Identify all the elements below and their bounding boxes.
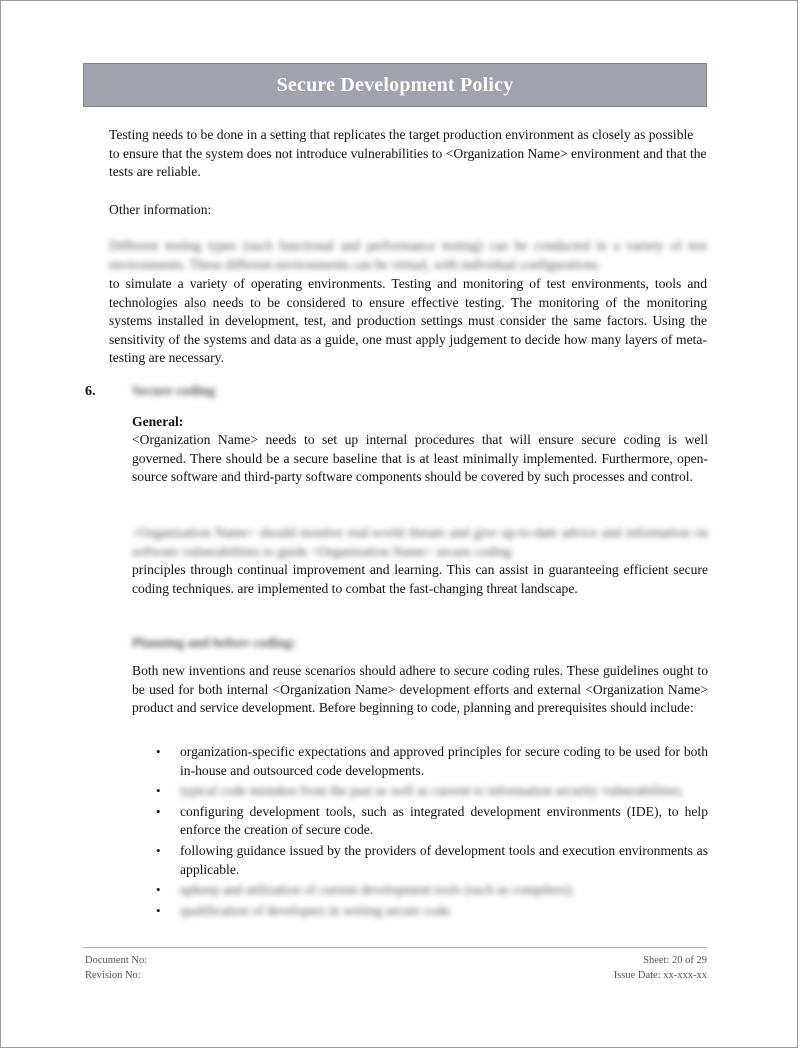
list-item-text: qualification of developers in writing secure code. [180, 902, 453, 918]
section-title: Secure coding [132, 384, 216, 399]
bullet-icon: • [156, 744, 161, 759]
section-number: 6. [85, 384, 96, 399]
monitor-blurred: <Organization Name> should monitor real-world threats and give up-to-date advice and information on software vulnerabilities to guide <Organization Name> secure coding [132, 525, 708, 559]
list-item-text: typical code mistakes from the past as well as current to information security vulnerabilities; [180, 783, 684, 799]
list-item-text: organization-specific expectations and approved principles for secure coding to be used for both in-house and outsourced code developments. [180, 744, 708, 778]
revision-number: Revision No: [85, 970, 141, 981]
page-title: Secure Development Policy [276, 73, 514, 96]
prerequisites-list [132, 743, 708, 920]
monitor-text: principles through continual improvement and learning. This can assist in guaranteeing efficient secure coding techniques. are implemented to combat the fast-changing threat landscape. [132, 562, 708, 596]
bullet-icon: • [156, 902, 161, 918]
issue-date: Issue Date: xx-xxx-xx [613, 970, 707, 981]
bullet-icon: • [156, 803, 161, 819]
bullet-icon: • [156, 842, 161, 858]
general-text: <Organization Name> needs to set up internal procedures that will ensure secure coding is well governed. There should be a secure baseline that is at least minimally implemented. Furthermore, open-source software and third-party software components should be covered by such processes and control. [132, 432, 708, 485]
list-item [132, 782, 708, 801]
bullet-icon: • [156, 882, 161, 898]
footer-divider [83, 947, 707, 948]
other-information-label: Other information: [109, 202, 212, 217]
list-item-text: upkeep and utilization of current development tools (such as compilers); [180, 882, 574, 898]
list-item [132, 743, 708, 780]
general-label: General: [132, 414, 184, 429]
list-item [132, 902, 708, 921]
planning-text: Both new inventions and reuse scenarios should adhere to secure coding rules. These guidelines ought to be used for both internal <Organization Name> development efforts and external <Organization Name> product and service development. Before beginning to code, planning and prerequisites should include: [132, 663, 708, 716]
planning-label: Planning and before coding: [132, 635, 297, 650]
list-item [132, 881, 708, 900]
list-item [132, 842, 708, 879]
list-item-text: following guidance issued by the providers of development tools and execution environments as applicable. [180, 842, 708, 877]
other-information-text: to simulate a variety of operating environments. Testing and monitoring of test environments, tools and technologies also needs to be considered to ensure effective testing. The monitoring of the monitoring systems installed in development, test, and production settings must consider the same factors. Using the sensitivity of the systems and data as a guide, one must apply judgement to decide how many layers of meta-testing are necessary. [109, 276, 707, 366]
sheet-number: Sheet: 20 of 29 [643, 955, 707, 966]
list-item-text: configuring development tools, such as integrated development environments (IDE), to help enforce the creation of secure code. [180, 803, 708, 838]
other-information-blurred: Different testing types (such functional and performance testing) can be conducted in a variety of test environments. These different environments can be virtual, with individual configurations [109, 238, 707, 272]
intro-paragraph: Testing needs to be done in a setting that replicates the target production environment as closely as possible to ensure that the system does not introduce vulnerabilities to <Organization Name> environment and that the tests are reliable. [109, 127, 707, 180]
page-title-bar [83, 63, 707, 107]
bullet-icon: • [156, 783, 161, 799]
document-number: Document No: [85, 955, 148, 966]
list-item [132, 803, 708, 840]
